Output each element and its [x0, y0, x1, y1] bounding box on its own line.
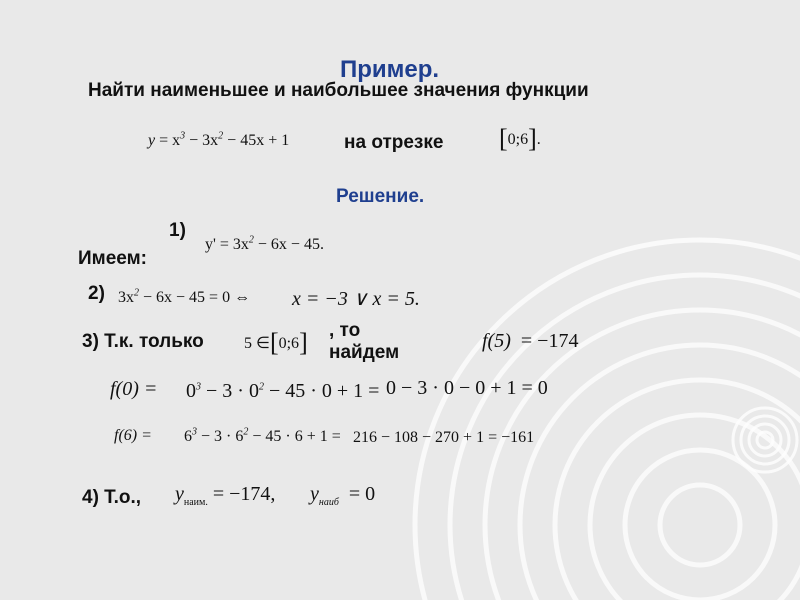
f6-left: f(6) = — [114, 427, 152, 444]
task-text: Найти наименьшее и наибольшее значения функции — [88, 80, 589, 101]
have-label: Имеем: — [78, 248, 147, 269]
derivative-formula: $y' = 3x^2 - 6x - 45$. — [205, 234, 324, 253]
max-value: $y_{наиб} = 0$ — [310, 483, 376, 508]
f0-expression: $0^3 - 3 \cdot 0^2 - 45 \cdot 0 + 1$ = — [186, 380, 380, 402]
min-value: $y_{наим.} = -174$, — [175, 483, 276, 508]
f0-left: f(0) = — [110, 378, 158, 400]
step3-text: 3) Т.к. только — [82, 331, 204, 352]
step1-number: 1) — [169, 220, 186, 241]
on-segment-text: на отрезке — [344, 132, 444, 153]
step4-text: 4) Т.о., — [82, 487, 142, 508]
step2-number: 2) — [88, 283, 105, 304]
solution-heading: Решение. — [336, 186, 425, 207]
f5-value: f(5) = −174 — [482, 330, 579, 352]
then-find-text: , то найдем — [329, 320, 400, 363]
f6-result: 216 − 108 − 270 + 1 = −161 — [353, 429, 535, 446]
segment-interval: [0;6]. — [499, 124, 541, 153]
function-formula: $y = x^3 - 3x^2 - 45x + 1$ — [148, 130, 290, 149]
condition-formula: 5 ∈[0;6] — [244, 328, 308, 357]
roots-formula: x = −3 ∨ x = 5. — [292, 288, 420, 310]
critical-equation: $3x^2 - 6x - 45 = 0$ ⇔ — [118, 287, 251, 306]
slide-title: Пример. — [340, 56, 440, 83]
f0-result: 0 − 3 · 0 − 0 + 1 = 0 — [386, 377, 548, 399]
f6-expression: $6^3 - 3 \cdot 6^2 - 45 \cdot 6 + 1$ = — [184, 426, 341, 445]
